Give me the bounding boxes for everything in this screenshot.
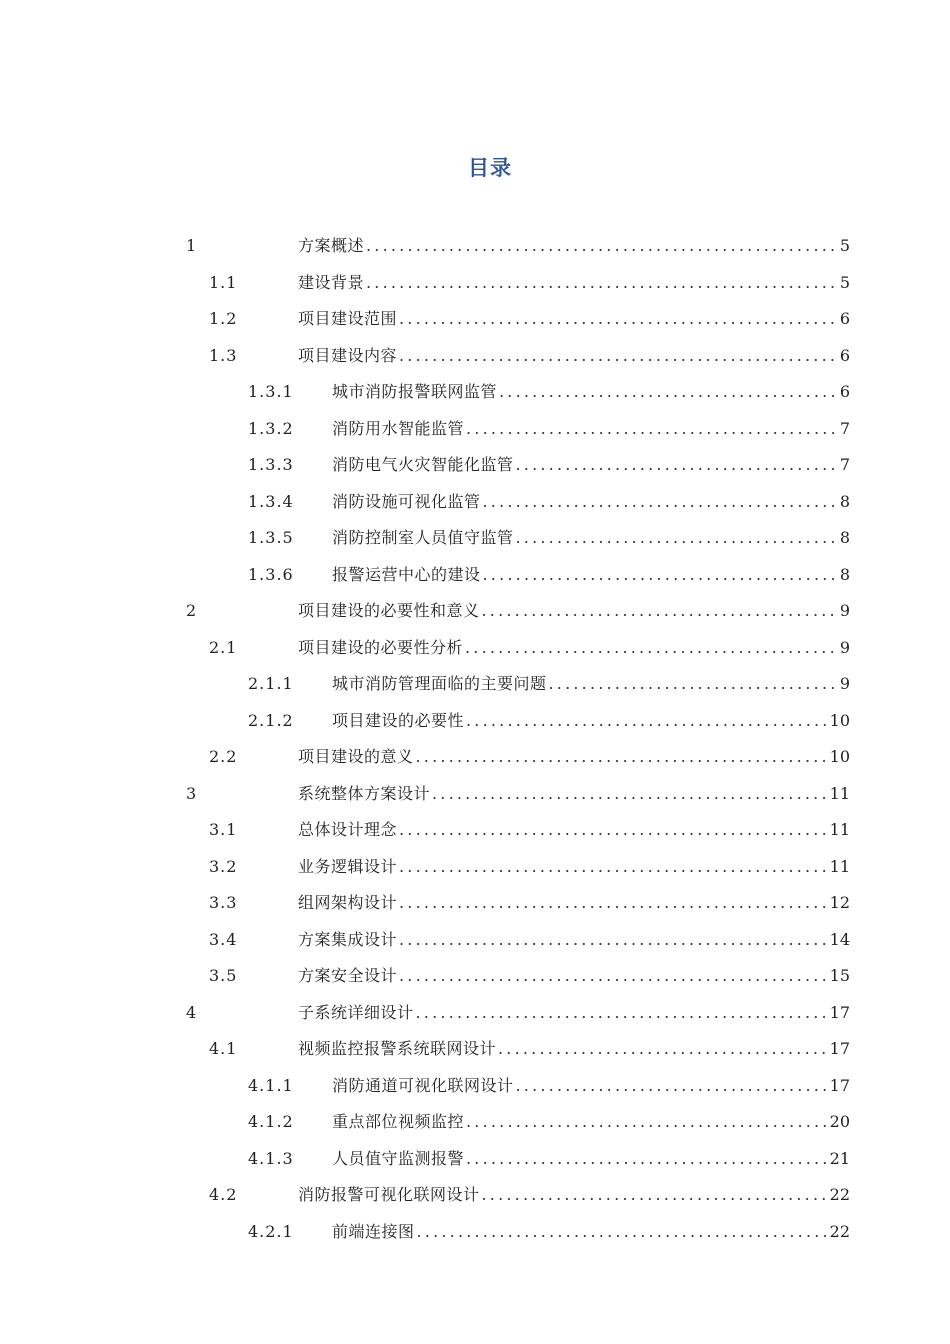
toc-dot-leader [417, 1214, 829, 1250]
toc-entry[interactable] [0, 776, 850, 812]
toc-entry-line [298, 265, 850, 301]
toc-entry-line [332, 1214, 850, 1250]
toc-entry[interactable] [0, 301, 850, 337]
toc-entry[interactable] [0, 411, 850, 447]
toc-entry-number: 1.2 [209, 309, 238, 328]
toc-entry-page-number: 9 [839, 674, 850, 693]
toc-entry[interactable] [0, 593, 850, 629]
toc-dot-leader [516, 520, 839, 556]
toc-dot-leader [432, 776, 829, 812]
toc-entry[interactable] [0, 630, 850, 666]
toc-entry-page-number: 11 [829, 783, 850, 803]
toc-entry-label: 消防用水智能监管 [332, 418, 465, 438]
toc-entry-page-number: 6 [839, 345, 850, 365]
toc-entry-line [298, 630, 850, 666]
toc-entry-number: 2 [186, 601, 198, 620]
toc-entry-label: 前端连接图 [332, 1221, 415, 1241]
toc-entry[interactable] [0, 520, 850, 556]
toc-entry-page-number: 22 [829, 1221, 850, 1241]
toc-dot-leader [499, 374, 839, 410]
toc-entry[interactable] [0, 666, 850, 702]
page-title: 目录 [468, 156, 512, 180]
toc-entry-number: 4.1.2 [248, 1112, 294, 1131]
toc-entry[interactable] [0, 484, 850, 520]
toc-entry-label: 方案集成设计 [298, 929, 398, 949]
toc-dot-leader [399, 301, 839, 337]
toc-entry[interactable] [0, 447, 850, 483]
toc-entry-line [298, 885, 850, 921]
toc-entry-number: 3.3 [209, 893, 238, 912]
toc-dot-leader [366, 265, 839, 301]
toc-dot-leader [498, 1031, 829, 1067]
toc-entry-page-number: 7 [839, 418, 850, 438]
toc-dot-leader [483, 484, 839, 520]
toc-entry-page-number: 10 [829, 710, 850, 730]
toc-entry-label: 重点部位视频监控 [332, 1112, 465, 1131]
toc-dot-leader [399, 958, 829, 994]
toc-entry[interactable] [0, 703, 850, 739]
toc-entry-label: 组网架构设计 [298, 893, 398, 912]
toc-entry-label: 项目建设范围 [298, 309, 398, 328]
toc-entry-line [332, 1141, 850, 1177]
toc-dot-leader [483, 557, 839, 593]
toc-entry[interactable] [0, 265, 850, 301]
toc-entry-label: 消防通道可视化联网设计 [332, 1075, 514, 1095]
toc-entry-label: 项目建设的必要性分析 [298, 637, 464, 657]
toc-entry-number: 2.1 [209, 637, 238, 657]
toc-entry-label: 报警运营中心的建设 [332, 564, 481, 584]
toc-entry-page-number: 8 [839, 491, 850, 511]
toc-entry-page-number: 22 [829, 1185, 850, 1204]
toc-dot-leader [416, 739, 829, 775]
toc-entry-line [298, 739, 850, 775]
toc-entry-label: 项目建设的意义 [298, 747, 414, 766]
toc-entry-line [298, 958, 850, 994]
toc-dot-leader [399, 812, 829, 848]
toc-entry-page-number: 6 [839, 382, 850, 401]
toc-dot-leader [482, 1177, 829, 1213]
toc-entry-label: 项目建设的必要性 [332, 710, 465, 730]
toc-entry-number: 3.5 [209, 966, 238, 985]
toc-entry-line [298, 1031, 850, 1067]
toc-entry-number: 4.2.1 [248, 1221, 294, 1241]
toc-entry[interactable] [0, 995, 850, 1031]
toc-entry-line [332, 666, 850, 702]
toc-entry-label: 子系统详细设计 [298, 1002, 414, 1022]
toc-dot-leader [399, 849, 829, 885]
toc-entry-line [332, 557, 850, 593]
toc-entry-number: 1.3.6 [248, 564, 294, 584]
toc-entry-line [298, 228, 850, 264]
toc-entry-page-number: 6 [839, 309, 850, 328]
toc-entry-label: 项目建设内容 [298, 345, 398, 365]
toc-dot-leader [466, 1104, 829, 1140]
toc-entry[interactable] [0, 1214, 850, 1250]
toc-entry-label: 视频监控报警系统联网设计 [298, 1039, 497, 1058]
toc-entry-page-number: 8 [839, 528, 850, 547]
toc-entry[interactable] [0, 739, 850, 775]
toc-entry[interactable] [0, 922, 850, 958]
toc-entry-label: 城市消防管理面临的主要问题 [332, 674, 547, 693]
toc-entry-number: 1.1 [209, 272, 238, 292]
toc-entry-page-number: 12 [829, 893, 850, 912]
toc-dot-leader [466, 1141, 829, 1177]
toc-entry-label: 业务逻辑设计 [298, 856, 398, 876]
toc-dot-leader [466, 703, 829, 739]
toc-entry-page-number: 11 [829, 820, 850, 839]
toc-entry[interactable] [0, 1031, 850, 1067]
toc-entry-label: 建设背景 [298, 272, 365, 292]
toc-entry-line [298, 995, 850, 1031]
toc-entry-number: 4.1 [209, 1039, 238, 1058]
toc-entry-page-number: 10 [829, 747, 850, 766]
toc-entry[interactable] [0, 812, 850, 848]
toc-entry-page-number: 20 [829, 1112, 850, 1131]
toc-entry-label: 消防电气火灾智能化监管 [332, 455, 514, 474]
toc-entry-number: 1.3.3 [248, 455, 294, 474]
toc-entry-page-number: 5 [839, 236, 850, 255]
toc-entry[interactable] [0, 1141, 850, 1177]
toc-dot-leader [399, 922, 829, 958]
toc-entry-line [332, 447, 850, 483]
toc-entry-line [332, 703, 850, 739]
toc-entry[interactable] [0, 557, 850, 593]
toc-entry-number: 1.3.4 [248, 491, 294, 511]
toc-entry[interactable] [0, 338, 850, 374]
toc-dot-leader [516, 447, 839, 483]
toc-entry-label: 方案概述 [298, 236, 365, 255]
toc-entry-number: 2.1.2 [248, 710, 294, 730]
toc-entry-label: 总体设计理念 [298, 820, 398, 839]
toc-entry-number: 3 [186, 783, 198, 803]
toc-entry-label: 消防设施可视化监管 [332, 491, 481, 511]
toc-dot-leader [465, 630, 839, 666]
toc-entry-line [298, 922, 850, 958]
toc-entry-line [332, 411, 850, 447]
toc-entry-page-number: 17 [829, 1075, 850, 1095]
toc-dot-leader [366, 228, 839, 264]
toc-entry-label: 方案安全设计 [298, 966, 398, 985]
toc-entry[interactable] [0, 885, 850, 921]
toc-dot-leader [399, 338, 839, 374]
toc-entry-number: 4.2 [209, 1185, 238, 1204]
toc-entry-label: 项目建设的必要性和意义 [298, 601, 480, 620]
toc-entry-page-number: 9 [839, 601, 850, 620]
toc-entry-label: 消防报警可视化联网设计 [298, 1185, 480, 1204]
toc-entry-line [298, 849, 850, 885]
toc-entry[interactable] [0, 1068, 850, 1104]
toc-entry-line [298, 812, 850, 848]
toc-entry-page-number: 17 [829, 1039, 850, 1058]
toc-entry-page-number: 11 [829, 856, 850, 876]
toc-entry-label: 系统整体方案设计 [298, 783, 431, 803]
toc-entry-line [332, 484, 850, 520]
toc-entry-line [298, 338, 850, 374]
toc-entry-page-number: 14 [829, 929, 850, 949]
toc-entry[interactable] [0, 958, 850, 994]
toc-entry-line [298, 1177, 850, 1213]
toc-entry-line [298, 776, 850, 812]
toc-entry-label: 城市消防报警联网监管 [332, 382, 498, 401]
toc-entry-number: 1.3.2 [248, 418, 294, 438]
toc-entry-number: 4 [186, 1002, 198, 1022]
toc-entry[interactable] [0, 1104, 850, 1140]
toc-entry-number: 3.2 [209, 856, 238, 876]
toc-entry-number: 3.1 [209, 820, 238, 839]
toc-entry-number: 2.1.1 [248, 674, 294, 693]
toc-entry-label: 人员值守监测报警 [332, 1148, 465, 1168]
toc-entry-line [332, 374, 850, 410]
toc-entry-number: 4.1.1 [248, 1075, 294, 1095]
toc-entry[interactable] [0, 1177, 850, 1213]
toc-entry-page-number: 9 [839, 637, 850, 657]
toc-dot-leader [466, 411, 839, 447]
toc-dot-leader [399, 885, 829, 921]
toc-entry-number: 1.3.1 [248, 382, 294, 401]
toc-entry-line [298, 593, 850, 629]
toc-entry-line [332, 1104, 850, 1140]
toc-entry[interactable] [0, 849, 850, 885]
toc-entry-number: 1.3.5 [248, 528, 294, 547]
toc-dot-leader [482, 593, 839, 629]
toc-dot-leader [416, 995, 829, 1031]
toc-dot-leader [549, 666, 839, 702]
toc-entry-page-number: 7 [839, 455, 850, 474]
toc-entry-number: 1 [186, 236, 198, 255]
toc-entry-number: 2.2 [209, 747, 238, 766]
toc-entry-page-number: 15 [829, 966, 850, 985]
toc-entry[interactable] [0, 374, 850, 410]
toc-entry-number: 1.3 [209, 345, 238, 365]
toc-entry-page-number: 8 [839, 564, 850, 584]
toc-entry-page-number: 21 [829, 1148, 850, 1168]
toc-entry-number: 4.1.3 [248, 1148, 294, 1168]
toc-entry-line [298, 301, 850, 337]
toc-entry-line [332, 520, 850, 556]
toc-entry-number: 3.4 [209, 929, 238, 949]
toc-dot-leader [516, 1068, 829, 1104]
toc-entry-page-number: 17 [829, 1002, 850, 1022]
toc-entry[interactable] [0, 228, 850, 264]
toc-entry-page-number: 5 [839, 272, 850, 292]
toc-entry-label: 消防控制室人员值守监管 [332, 528, 514, 547]
toc-entry-line [332, 1068, 850, 1104]
